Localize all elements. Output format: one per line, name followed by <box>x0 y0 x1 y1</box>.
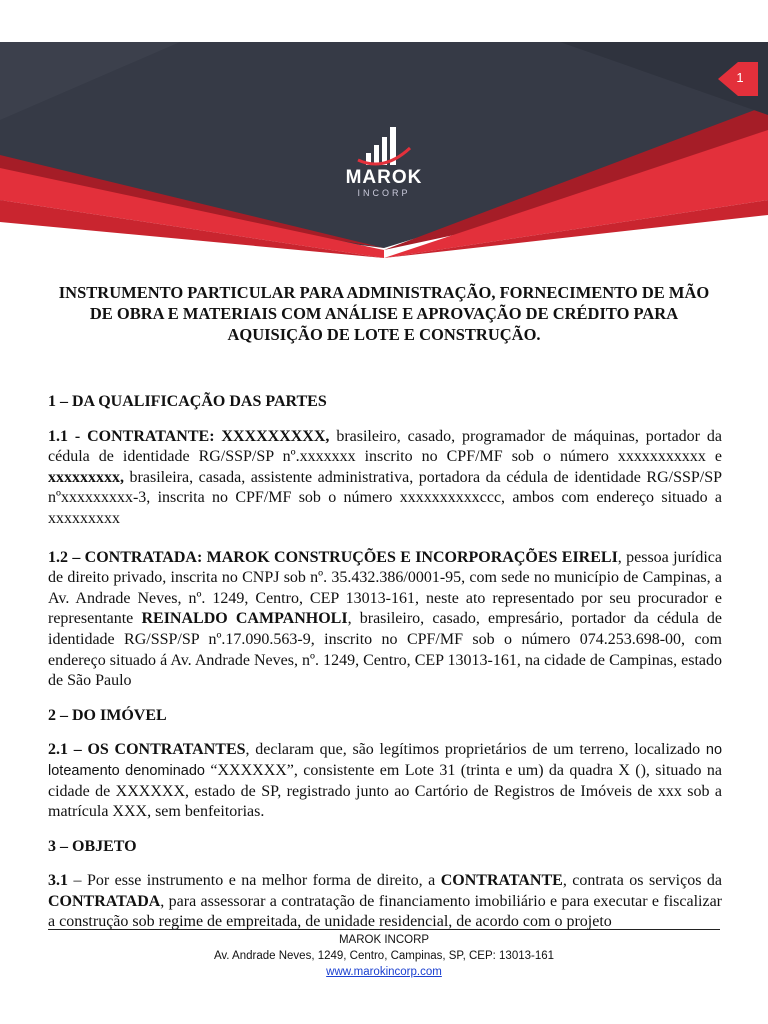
title-line-2: DE OBRA E MATERIAIS COM ANÁLISE E APROVAÇÃO DE CRÉDITO PARA <box>89 304 679 323</box>
title-line-3: AQUISIÇÃO DE LOTE E CONSTRUÇÃO. <box>227 325 541 344</box>
page-footer <box>0 932 768 980</box>
document-title <box>40 282 728 345</box>
clause-3-1 <box>48 871 722 933</box>
clause-3-1-label: 3.1 <box>48 872 68 890</box>
clause-1-1 <box>48 427 722 530</box>
clause-2-1-text-a: , declaram que, são legítimos proprietários de um terreno, localizado <box>245 741 706 759</box>
title-line-1: INSTRUMENTO PARTICULAR PARA ADMINISTRAÇÃO, FORNECIMENTO DE MÃO <box>58 283 710 302</box>
clause-3-1-contratada: CONTRATADA <box>48 892 161 910</box>
clause-3-1-text-a: – Por esse instrumento e na melhor forma de direito, a <box>68 872 441 890</box>
section-2-heading: 2 – DO IMÓVEL <box>48 706 167 724</box>
header-banner <box>0 0 768 260</box>
document-body <box>48 392 722 933</box>
company-logo <box>334 166 434 199</box>
page-number: 1 <box>736 70 744 85</box>
logo-name: MAROK <box>345 167 423 188</box>
clause-1-1-text-a: brasileiro, casado, programador de máquinas, portador da cédula de identidade RG/SSP/SP nº.xxxxxxx inscrito no CPF/MF sob o número xxxxxxxxxxx e <box>48 427 723 466</box>
section-1-heading: 1 – DA QUALIFICAÇÃO DAS PARTES <box>48 393 327 410</box>
logo-subtitle: INCORP <box>357 188 411 198</box>
header-graphic <box>0 0 768 260</box>
clause-1-2-representative: REINALDO CAMPANHOLI <box>141 610 348 628</box>
clause-1-2-text-a: , pessoa jurídica de direito privado, inscrita no CNPJ sob nº. 35.432.386/0001-95, com sede no município de Campinas, a Av. Andrade Neves, nº. 1249, Centro, CEP 13013-161, neste ato representado por seu procurador e representante <box>48 548 722 628</box>
clause-3-1-contratante: CONTRATANTE <box>440 872 563 890</box>
clause-3-1-text-b: , contrata os serviços da <box>562 872 723 890</box>
footer-divider <box>48 929 720 930</box>
clause-1-2 <box>48 548 722 692</box>
clause-3-1-text-c: , para assessorar a contratação de financiamento imobiliário e para executar e fiscalizar a construção sob regime de empreitada, de unidade residencial, de acordo com o projeto <box>48 892 722 931</box>
clause-1-1-text-b: brasileira, casada, assistente administrativa, portadora da cédula de identidade RG/SSP/SP nºxxxxxxxxx-3, inscrita no CPF/MF sob o número xxxxxxxxxxccc, ambos com endereço situado a xxxxxxxxx <box>48 468 722 527</box>
clause-2-1 <box>48 740 722 822</box>
footer-website-link[interactable]: www.marokincorp.com <box>326 966 442 978</box>
clause-2-1-text-b: “XXXXXX”, consistente em Lote 31 (trinta e um) da quadra X (), situado na cidade de XXXXXX, estado de SP, registrado junto ao Cartório de Registros de Imóveis de xxx sob a matrícula XXX, sem benfeitorias. <box>48 761 723 821</box>
footer-address: Av. Andrade Neves, 1249, Centro, Campinas, SP, CEP: 13013-161 <box>213 950 555 962</box>
clause-1-2-text-b: , brasileiro, casado, empresário, portador da cédula de identidade RG/SSP/SP nº.17.090.563-9, inscrito no CPF/MF sob o número 074.253.698-00, com endereço situado á Av. Andrade Neves, nº. 1249, Centro, CEP 13013-161, na cidade de Campinas, estado de São Paulo <box>48 610 723 690</box>
section-3-heading: 3 – OBJETO <box>48 837 137 855</box>
clause-1-1-label: 1.1 - CONTRATANTE: XXXXXXXXX, <box>48 427 330 445</box>
clause-2-1-text-sans: no loteamento denominado <box>48 742 723 779</box>
clause-1-2-label: 1.2 – CONTRATADA: MAROK CONSTRUÇÕES E INCORPORAÇÕES EIRELI <box>48 548 618 566</box>
clause-1-1-name-2: xxxxxxxxx, <box>48 468 124 486</box>
footer-company: MAROK INCORP <box>338 934 430 946</box>
clause-2-1-label: 2.1 – OS CONTRATANTES <box>48 741 246 759</box>
